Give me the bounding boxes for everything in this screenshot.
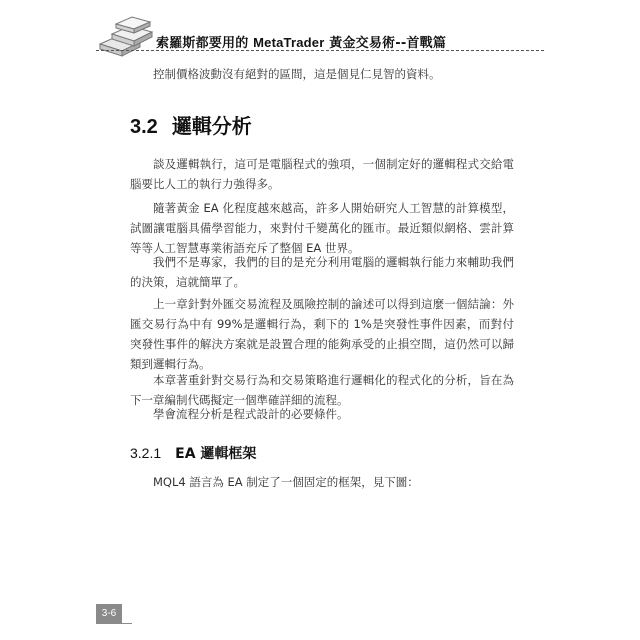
header-divider: [96, 50, 544, 51]
subsection-paragraph: MQL4 語言為 EA 制定了一個固定的框架，見下圖：: [153, 475, 419, 489]
gold-bars-icon: [96, 14, 158, 58]
paragraph-5: 本章著重針對交易行為和交易策略進行邏輯化的程式化的分析，旨在為下一章編制代碼擬定一個準確詳細的流程。: [130, 373, 514, 407]
intro-line: 控制價格波動沒有絕對的區間，這是個見仁見智的資料。: [153, 67, 441, 81]
paragraph-6: 學會流程分析是程式設計的必要條件。: [153, 407, 349, 421]
page-tab-rule: [122, 623, 132, 624]
book-title-part-b: MetaTrader: [253, 35, 325, 50]
subsection-number: 3.2.1: [130, 445, 162, 461]
section-number: 3.2: [130, 116, 158, 138]
paragraph-1: 談及邏輯執行，這可是電腦程式的強項，一個制定好的邏輯程式交給電腦要比人工的執行力強得多。: [130, 157, 514, 191]
section-heading: [130, 110, 252, 139]
subsection-heading: [130, 443, 256, 463]
book-title-part-c: 黃金交易術--首戰篇: [324, 36, 447, 51]
book-title: [156, 32, 446, 51]
page-number: 3-6: [96, 604, 122, 624]
paragraph-3: 我們不是專家，我們的目的是充分利用電腦的邏輯執行能力來輔助我們的決策，這就簡單了。: [130, 255, 514, 289]
book-title-part-a: 索羅斯都要用的: [156, 36, 254, 51]
paragraph-2: 隨著黃金 EA 化程度越來越高，許多人開始研究人工智慧的計算模型，試圖讓電腦具備學習能力，來對付千變萬化的匯市。最近類似網格、雲計算等等人工智慧專業術語充斥了整個 EA 世界。: [130, 201, 514, 255]
page-header: [0, 0, 640, 56]
section-title: 邏輯分析: [171, 114, 252, 138]
paragraph-4: 上一章針對外匯交易流程及風險控制的論述可以得到這麼一個結論：外匯交易行為中有 99%是邏輯行為，剩下的 1%是突發性事件因素，而對付突發性事件的解決方案就是設置合理的能夠承受的止損空間，這仍然可以歸類到邏輯行為。: [130, 297, 514, 371]
subsection-title: EA 邏輯框架: [175, 446, 257, 462]
